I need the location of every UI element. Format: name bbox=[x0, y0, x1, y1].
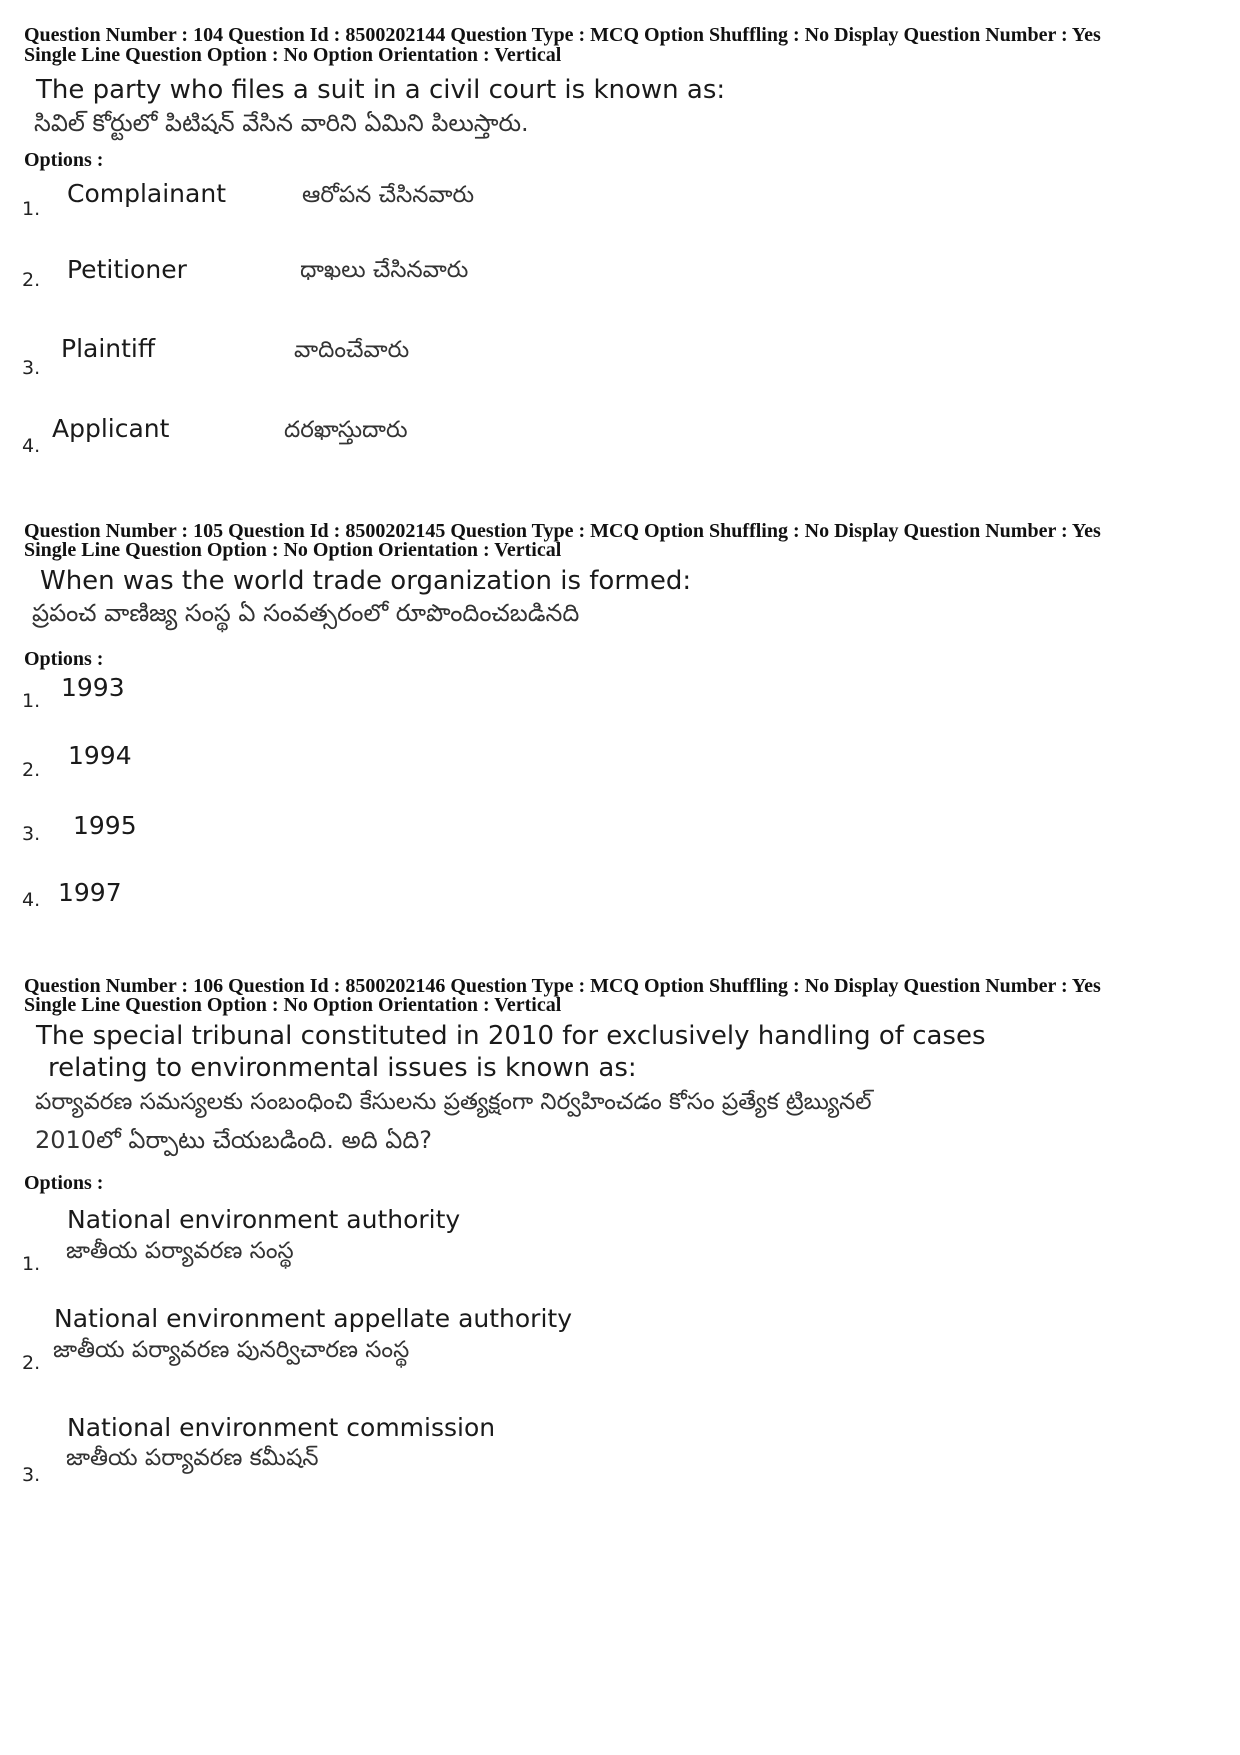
option-text-te: జాతీయ పర్యావరణ సంస్థ bbox=[66, 1238, 294, 1264]
question-meta: Question Number : 106 Question Id : 8500202146 Question Type : MCQ Option Shuffling : No Display Question Number : Yes bbox=[24, 975, 1101, 997]
option-text-en: Applicant bbox=[52, 414, 170, 443]
question-text-te: సివిల్ కోర్టులో పిటిషన్ వేసిన వారిని ఏమిని పిలుస్తారు. bbox=[34, 109, 529, 137]
option-text-te: ధాఖలు చేసినవారు bbox=[300, 257, 469, 283]
question-text-en: The special tribunal constituted in 2010 for exclusively handling of cases bbox=[36, 1021, 986, 1051]
question-meta-options: Single Line Question Option : No Option Orientation : Vertical bbox=[24, 44, 562, 66]
question-text-te: పర్యావరణ సమస్యలకు సంబంధించి కేసులను ప్రత్యక్షంగా నిర్వహించడం కోసం ప్రత్యేక ట్రిబ్యునల్ bbox=[35, 1089, 872, 1115]
option-number: 2. bbox=[22, 1352, 41, 1374]
option-text-en: 1997 bbox=[58, 878, 122, 907]
question-meta-options: Single Line Question Option : No Option Orientation : Vertical bbox=[24, 539, 562, 561]
question-text-en: The party who files a suit in a civil court is known as: bbox=[36, 75, 726, 105]
question-meta: Question Number : 105 Question Id : 8500202145 Question Type : MCQ Option Shuffling : No Display Question Number : Yes bbox=[24, 520, 1101, 542]
option-number: 1. bbox=[22, 690, 41, 712]
option-text-en: National environment commission bbox=[67, 1413, 496, 1442]
option-number: 4. bbox=[22, 435, 41, 457]
option-text-te: జాతీయ పర్యావరణ పునర్విచారణ సంస్థ bbox=[53, 1337, 410, 1363]
options-label: Options : bbox=[24, 1172, 104, 1194]
option-number: 1. bbox=[22, 1253, 41, 1275]
option-number: 2. bbox=[22, 759, 41, 781]
option-text-te: ఆరోపన చేసినవారు bbox=[302, 182, 475, 208]
option-number: 3. bbox=[22, 823, 41, 845]
option-text-en: 1995 bbox=[73, 811, 137, 840]
option-text-te: జాతీయ పర్యావరణ కమీషన్ bbox=[66, 1445, 319, 1471]
option-text-te: వాదించేవారు bbox=[294, 337, 410, 363]
question-text-te: ప్రపంచ వాణిజ్య సంస్థ ఏ సంవత్సరంలో రూపొందించబడినది bbox=[32, 599, 580, 627]
question-meta: Question Number : 104 Question Id : 8500202144 Question Type : MCQ Option Shuffling : No Display Question Number : Yes bbox=[24, 24, 1101, 46]
question-meta-options: Single Line Question Option : No Option Orientation : Vertical bbox=[24, 994, 562, 1016]
option-text-en: 1993 bbox=[61, 673, 125, 702]
option-number: 1. bbox=[22, 198, 41, 220]
question-text-en: relating to environmental issues is known as: bbox=[48, 1053, 637, 1083]
option-number: 3. bbox=[22, 357, 41, 379]
option-text-en: Plaintiff bbox=[61, 334, 156, 363]
option-text-en: 1994 bbox=[68, 741, 132, 770]
option-text-en: Petitioner bbox=[67, 255, 187, 284]
option-text-en: National environment appellate authority bbox=[54, 1304, 572, 1333]
options-label: Options : bbox=[24, 648, 104, 670]
option-text-te: దరఖాస్తుదారు bbox=[284, 417, 408, 443]
question-text-te: 2010లో ఏర్పాటు చేయబడింది. అది ఏది? bbox=[35, 1126, 433, 1154]
options-label: Options : bbox=[24, 149, 104, 171]
option-number: 4. bbox=[22, 889, 41, 911]
option-number: 2. bbox=[22, 269, 41, 291]
option-number: 3. bbox=[22, 1464, 41, 1486]
option-text-en: National environment authority bbox=[67, 1205, 461, 1234]
option-text-en: Complainant bbox=[67, 179, 226, 208]
question-text-en: When was the world trade organization is formed: bbox=[40, 566, 692, 596]
